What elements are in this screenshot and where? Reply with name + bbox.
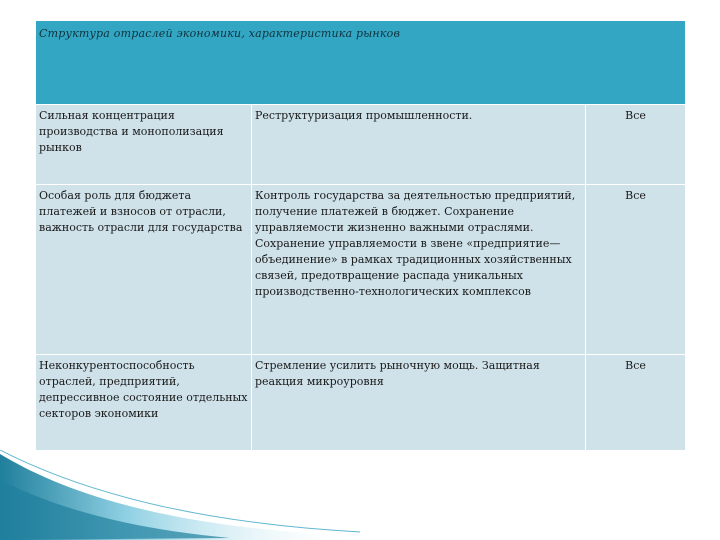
row-direction: Реструктуризация промышленности. <box>252 105 586 185</box>
row-scope: Все <box>586 105 686 185</box>
row-characteristic: Неконкурентоспособность отраслей, предприятий, депрессивное состояние отдельных секторов экономики <box>36 355 252 451</box>
table-row <box>36 355 686 451</box>
row-direction: Стремление усилить рыночную мощь. Защитная реакция микроуровня <box>252 355 586 451</box>
row-direction: Контроль государства за деятельностью предприятий, получение платежей в бюджет. Сохранение управляемости жизненно важными отраслями. Сохранение управляемости в звене «предприятие—объединение» в рамках традиционных хозяйственных связей, предотвращение распада уникальных производственно-технологических комплексов <box>252 185 586 355</box>
table-header-row <box>36 21 686 105</box>
decorative-swoosh <box>0 450 360 540</box>
structure-table <box>35 20 686 451</box>
table-row <box>36 105 686 185</box>
row-characteristic: Особая роль для бюджета платежей и взносов от отрасли, важность отрасли для государства <box>36 185 252 355</box>
table-header: Структура отраслей экономики, характеристика рынков <box>36 21 686 105</box>
row-characteristic: Сильная концентрация производства и монополизация рынков <box>36 105 252 185</box>
row-scope: Все <box>586 355 686 451</box>
table-row <box>36 185 686 355</box>
row-scope: Все <box>586 185 686 355</box>
